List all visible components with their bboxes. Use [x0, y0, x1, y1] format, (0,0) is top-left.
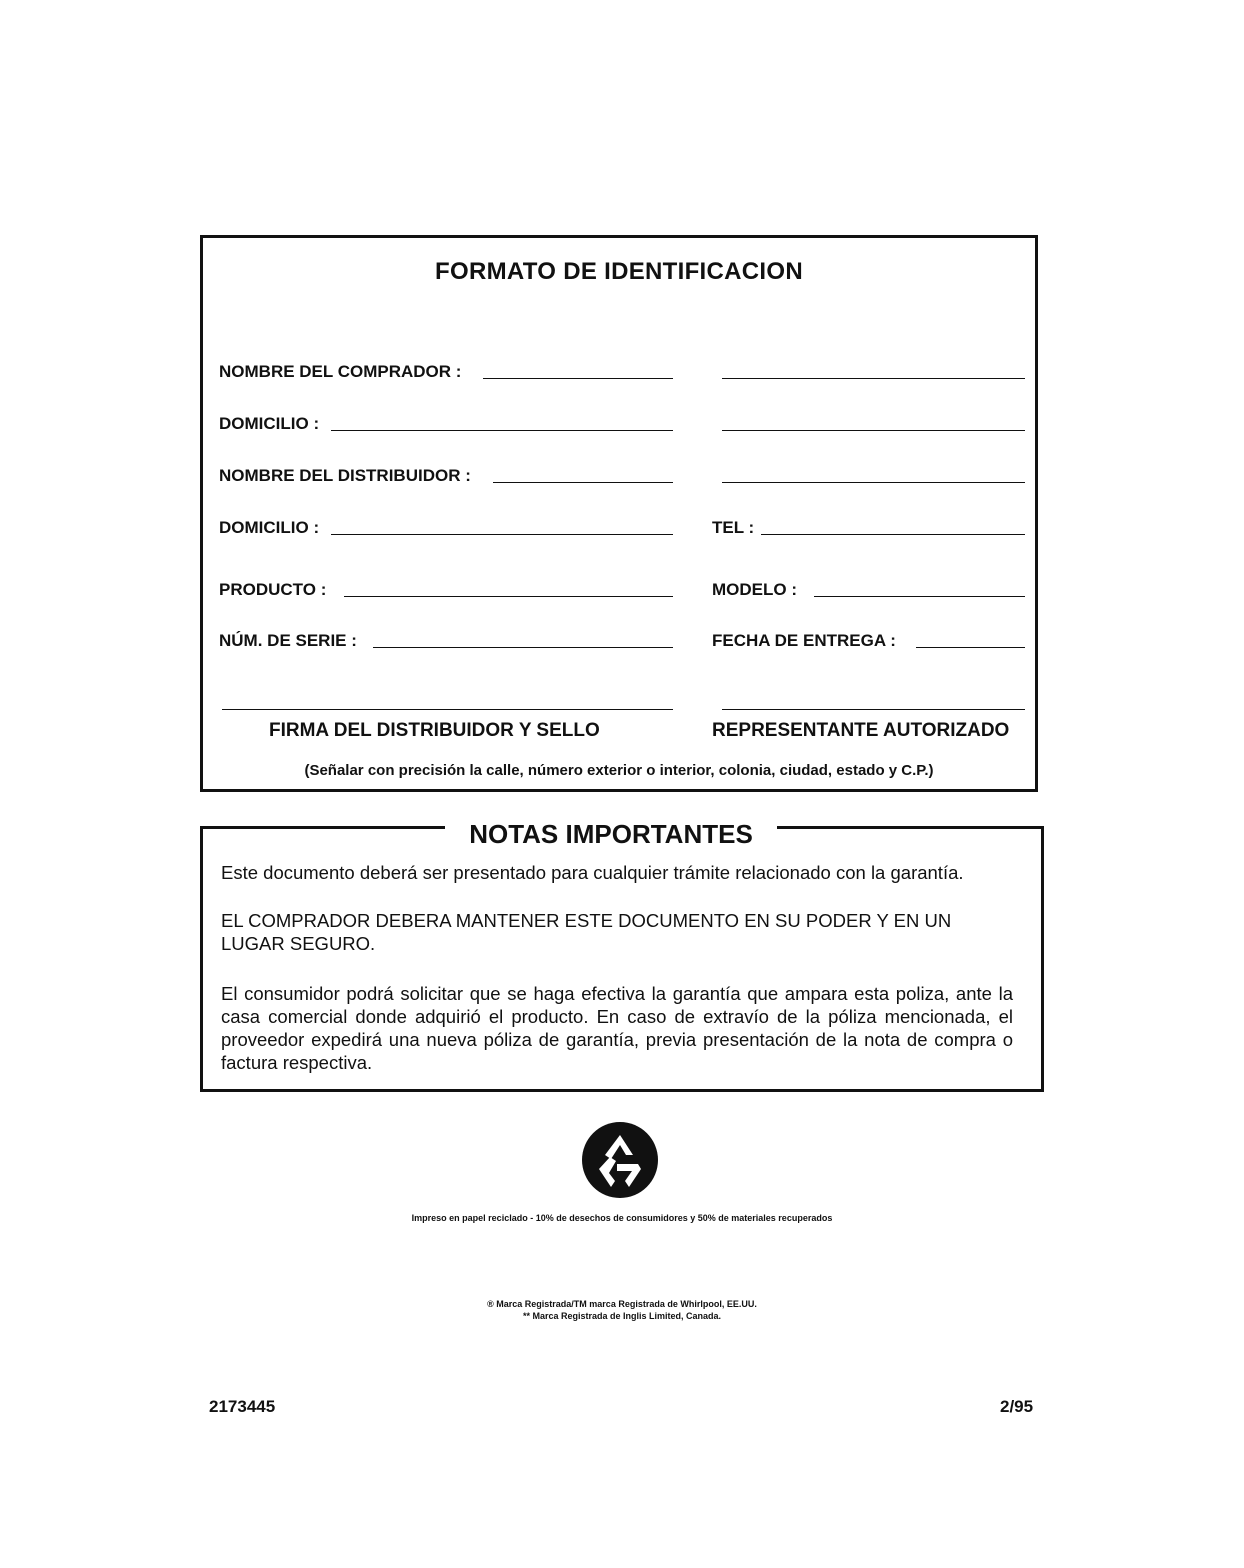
model-label: MODELO :	[712, 580, 797, 599]
distributor-signature-field[interactable]	[222, 709, 673, 710]
representative-signature-field[interactable]	[722, 709, 1025, 710]
recycle-icon	[581, 1121, 659, 1199]
trademark-whirlpool: ® Marca Registrada/TM marca Registrada de Whirlpool, EE.UU.	[487, 1299, 757, 1309]
tel-field[interactable]	[761, 534, 1025, 535]
document-number: 2173445	[209, 1397, 276, 1416]
representative-signature-label: REPRESENTANTE AUTORIZADO	[712, 720, 1010, 741]
address-note: (Señalar con precisión la calle, número exterior o interior, colonia, ciudad, estado y C.P.)	[304, 762, 934, 779]
delivery-date-field[interactable]	[916, 647, 1025, 648]
serial-field[interactable]	[373, 647, 673, 648]
distributor-name-field[interactable]	[493, 482, 673, 483]
date-code: 2/95	[1000, 1397, 1034, 1416]
buyer-address-label: DOMICILIO :	[219, 414, 320, 433]
buyer-address-extra-field[interactable]	[722, 430, 1025, 431]
distributor-address-label: DOMICILIO :	[219, 518, 320, 537]
identification-form	[200, 235, 1038, 792]
distributor-name-extra-field[interactable]	[722, 482, 1025, 483]
notes-paragraph-1: Este documento deberá ser presentado para cualquier trámite relacionado con la garantía.	[221, 862, 964, 883]
trademark-inglis: ** Marca Registrada de Inglis Limited, Canada.	[522, 1311, 722, 1321]
recycled-paper-note: Impreso en papel reciclado - 10% de desechos de consumidores y 50% de materiales recuperados	[411, 1213, 833, 1223]
notes-paragraph-2: EL COMPRADOR DEBERA MANTENER ESTE DOCUMENTO EN SU PODER Y EN UN LUGAR SEGURO.	[221, 910, 952, 954]
model-field[interactable]	[814, 596, 1025, 597]
delivery-date-label: FECHA DE ENTREGA :	[712, 631, 896, 650]
buyer-name-label: NOMBRE DEL COMPRADOR :	[219, 362, 462, 381]
notes-top-border-right	[777, 826, 1044, 829]
serial-label: NÚM. DE SERIE :	[219, 631, 357, 650]
tel-label: TEL :	[712, 518, 755, 537]
notes-paragraph-3: El consumidor podrá solicitar que se haga efectiva la garantía que ampara esta poliza, ante la casa comercial donde adquirió el producto. En caso de extravío de la póliza mencionada, el proveedor expedirá una nueva póliza de garantía, previa presentación de la nota de compra o factura respectiva.	[221, 983, 1013, 1073]
notes-title: NOTAS IMPORTANTES	[445, 818, 777, 850]
notes-top-border-left	[200, 826, 445, 829]
distributor-signature-label: FIRMA DEL DISTRIBUIDOR Y SELLO	[269, 720, 600, 741]
product-field[interactable]	[344, 596, 673, 597]
distributor-name-label: NOMBRE DEL DISTRIBUIDOR :	[219, 466, 471, 485]
buyer-name-extra-field[interactable]	[722, 378, 1025, 379]
buyer-name-field[interactable]	[483, 378, 673, 379]
form-title: FORMATO DE IDENTIFICACION	[435, 258, 803, 285]
distributor-address-field[interactable]	[331, 534, 673, 535]
buyer-address-field[interactable]	[331, 430, 673, 431]
product-label: PRODUCTO :	[219, 580, 327, 599]
